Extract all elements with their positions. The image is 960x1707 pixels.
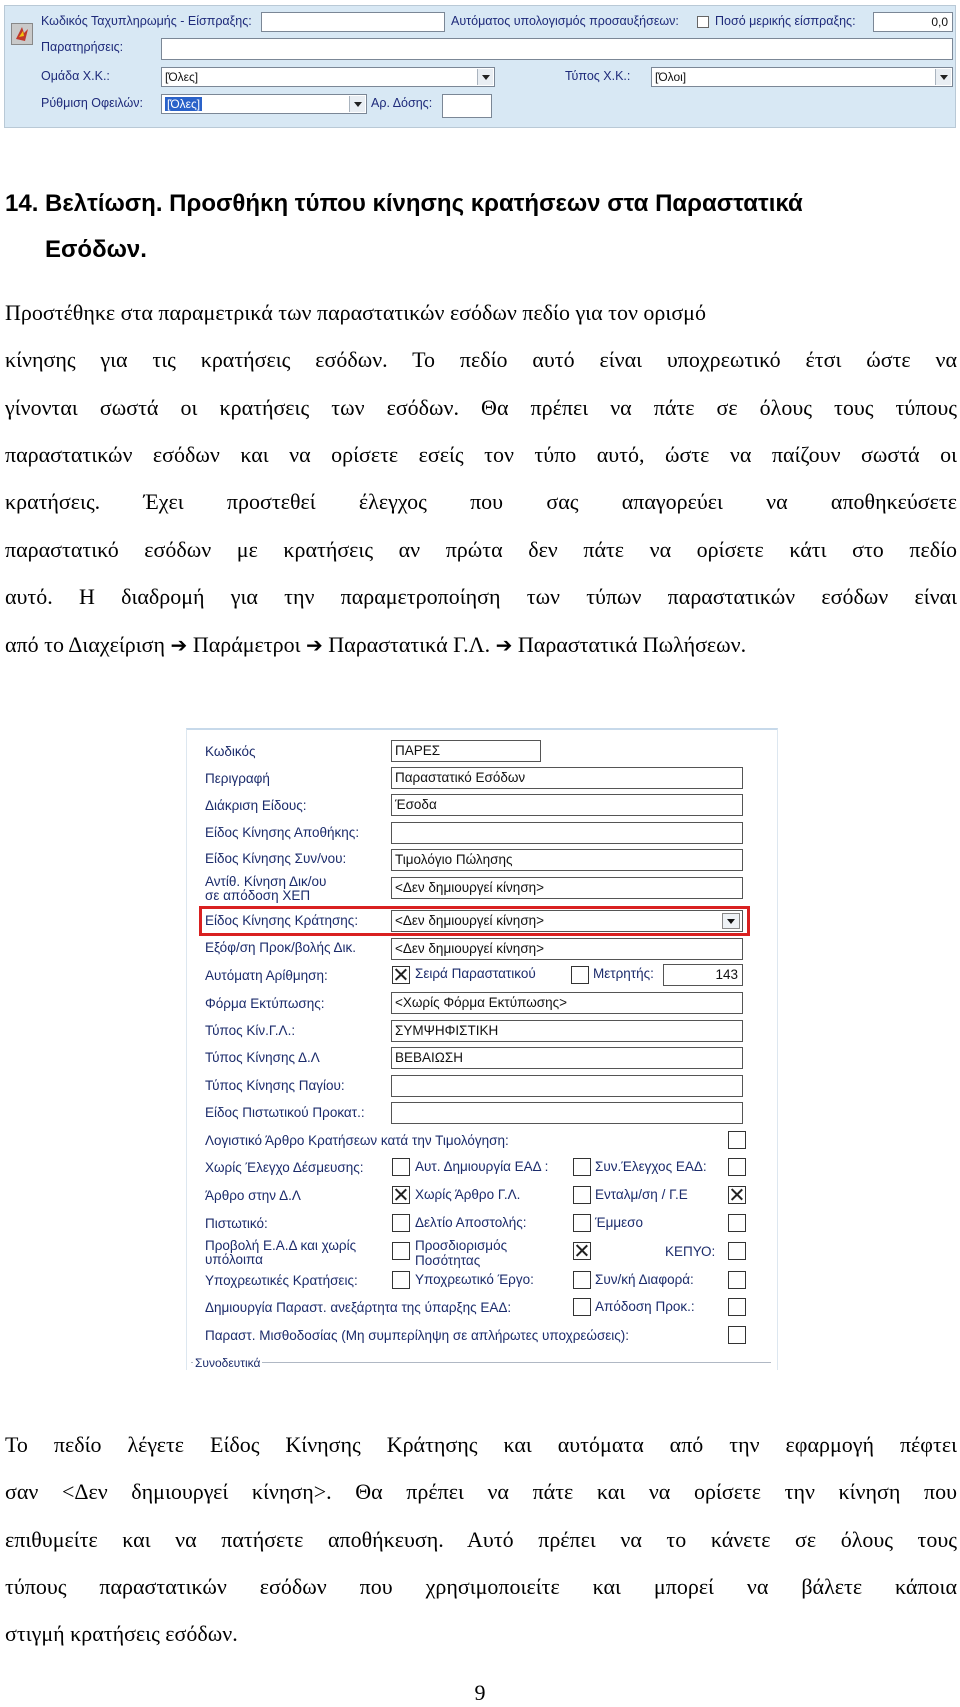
article-dl-label: Άρθρο στην Δ.Λ [205,1188,301,1203]
code-input[interactable] [261,12,445,32]
credit-label: Είδος Πιστωτικού Προκατ.: [205,1105,365,1120]
apodosi-label: Απόδοση Προκ.: [595,1299,695,1314]
kepyo-checkbox[interactable] [728,1242,746,1260]
prosdior-checkbox[interactable] [573,1242,591,1260]
remarks-label: Παρατηρήσεις: [41,40,124,54]
emmeso-checkbox[interactable] [728,1214,746,1232]
text-line: αυτό. Η διαδρομή για την παραμετροποίηση των τύπων παραστατικών εσόδων είναι [5,584,957,609]
group-select-value: [Όλες] [165,70,199,84]
group-select[interactable] [161,67,495,87]
prosdior-label-cont: Ποσότητας [415,1253,481,1268]
section-heading-cont: Εσόδων. [45,236,147,263]
synk-label: Συν/κή Διαφορά: [595,1272,694,1287]
series-label: Σειρά Παραστατικού [415,966,536,981]
nocheck-checkbox[interactable] [392,1158,410,1176]
provoli-label-cont: υπόλοιπα [205,1252,263,1267]
chevron-down-icon[interactable] [935,69,951,85]
type-label: Τύπος Χ.Κ.: [565,69,631,83]
gl-input[interactable]: ΣΥΜΨΗΦΙΣΤΙΚΗ [391,1020,743,1042]
divider [191,1362,771,1363]
provoli-checkbox[interactable] [392,1242,410,1260]
text-line: παραστατικό εσόδων με κρατήσεις αν πρώτα δεν πάτε να ορίσετε κάτι στο πεδίο [5,537,957,562]
mandatory-label: Υποχρεωτικές Κρατήσεις: [205,1273,358,1288]
code-label: Κωδικός [205,744,256,759]
create-checkbox[interactable] [573,1298,591,1316]
desc-label: Περιγραφή [205,771,270,786]
chevron-down-icon[interactable] [722,913,740,929]
reserve-select[interactable] [391,910,743,932]
text-line: γίνονται σωστά οι κρατήσεις των εσόδων. Θα πρέπει να πάτε σε όλους τους τύπους [5,395,957,420]
kind-label: Διάκριση Είδους: [205,798,307,813]
page-number: 9 [474,1680,486,1705]
mandatory-work-checkbox[interactable] [573,1271,591,1289]
exof-input[interactable]: <Δεν δημιουργεί κίνηση> [391,938,743,960]
trans-input[interactable]: Τιμολόγιο Πώλησης [391,849,743,871]
type-select-value: [Όλοι] [655,70,687,84]
text-line: παραστατικών εσόδων και να ορίσετε εσείς τον τύπο αυτό, ώστε να παίζουν σωστά οι [5,442,957,467]
dl-label: Τύπος Κίνησης Δ.Λ [205,1050,320,1065]
app-icon [11,23,33,45]
antith-label-cont: σε απόδοση ΧΕΠ [205,888,311,903]
debtor-select-value: [Όλες] [167,97,201,111]
installment-input[interactable] [442,94,492,118]
credit2-checkbox[interactable] [392,1214,410,1232]
auto-ead-label: Αυτ. Δημιουργία ΕΑΔ : [415,1159,549,1174]
chevron-down-icon[interactable] [349,96,365,112]
reserve-label: Είδος Κίνησης Κράτησης: [205,913,359,928]
path-step: Παραστατικά Πωλήσεων. [517,632,747,657]
gl-label: Τύπος Κίν.Γ.Λ.: [205,1023,296,1038]
code-label: Κωδικός Ταχυπληρωμής - Είσπραξης: [41,14,252,28]
section-heading: 14. Βελτίωση. Προσθήκη τύπου κίνησης κρατήσεων στα Παραστατικά [5,190,803,217]
paragraph-1 [5,300,957,670]
accounting-label: Λογιστικό Άρθρο Κρατήσεων κατά την Τιμολόγηση: [205,1133,509,1148]
installment-label: Αρ. Δόσης: [371,96,433,110]
kepyo-label: ΚΕΠΥΟ: [665,1244,716,1259]
related-group-label: Συνοδευτικά [195,1356,261,1370]
path-step: Παράμετροι [192,632,301,657]
no-article-checkbox[interactable] [573,1186,591,1204]
path-step: Παραστατικά Γ.Λ. [328,632,491,657]
kind-input[interactable]: Έσοδα [391,794,743,816]
exof-label: Εξόφ/ση Προκ/βολής Δικ. [205,940,357,955]
provoli-label: Προβολή Ε.Α.Δ και χωρίς [205,1238,357,1253]
prosdior-label: Προσδιορισμός [415,1238,508,1253]
dl-input[interactable]: ΒΕΒΑΙΩΣΗ [391,1047,743,1069]
payroll-checkbox[interactable] [728,1326,746,1344]
paragraph-2 [5,1432,957,1672]
asset-label: Τύπος Κίνησης Παγίου: [205,1078,345,1093]
debtor-label: Ρύθμιση Οφειλών: [41,96,143,110]
counter-input[interactable]: 143 [663,964,743,986]
text-line: Προστέθηκε στα παραμετρικά των παραστατικών εσόδων πεδίο για τον ορισμό [5,300,706,325]
mandatory-work-label: Υποχρεωτικό Έργο: [415,1272,534,1287]
counter-label: Μετρητής: [593,966,654,981]
trans-label: Είδος Κίνησης Συν/νου: [205,851,347,866]
arrow-right-icon: ➔ [306,633,323,657]
deltio-label: Δελτίο Αποστολής: [415,1215,527,1230]
text-line: τύπους παραστατικών εσόδων που χρησιμοποιείτε και μπορεί να βάλετε κάποια [5,1574,957,1599]
print-label: Φόρμα Εκτύπωσης: [205,996,325,1011]
code-input[interactable]: ΠΑΡΕΣ [391,740,541,762]
mandatory-checkbox[interactable] [392,1271,410,1289]
type-select[interactable] [651,67,953,87]
nocheck-label: Χωρίς Έλεγχο Δέσμευσης: [205,1160,364,1175]
text-line: επιθυμείτε και να πατήσετε αποθήκευση. Αυτό πρέπει να το κάνετε σε όλους τους [5,1527,957,1552]
syn-ead-label: Συν.Έλεγχος ΕΑΔ: [595,1159,707,1174]
path-line [5,632,746,658]
partial-amount-label: Ποσό μερικής είσπραξης: [715,14,856,28]
text-line: στιγμή κρατήσεις εσόδων. [5,1621,238,1646]
no-article-label: Χωρίς Άρθρο Γ.Λ. [415,1187,521,1202]
arrow-right-icon: ➔ [495,633,513,657]
chevron-down-icon[interactable] [477,69,493,85]
partial-amount-input[interactable]: 0,0 [873,12,953,32]
deltio-checkbox[interactable] [573,1214,591,1232]
remarks-input[interactable] [161,38,953,60]
article-dl-checkbox[interactable] [392,1186,410,1204]
payroll-label: Παραστ. Μισθοδοσίας (Μη συμπερίληψη σε απλήρωτες υποχρεώσεις): [205,1328,630,1343]
accounting-checkbox[interactable] [728,1131,746,1149]
arrow-right-icon: ➔ [170,633,188,657]
debtor-select[interactable] [161,94,367,114]
text-line: κίνησης για τις κρατήσεις εσόδων. Το πεδίο αυτό είναι υποχρεωτικό έτσι ώστε να [5,347,957,372]
text-line: κρατήσεις. Έχει προστεθεί έλεγχος που σας απαγορεύει να αποθηκεύσετε [5,489,957,514]
credit-input[interactable] [391,1102,743,1124]
group-label: Ομάδα Χ.Κ.: [41,69,110,83]
synk-checkbox[interactable] [728,1271,746,1289]
top-screenshot [4,5,956,128]
emmeso-label: Έμμεσο [595,1215,644,1230]
entalm-checkbox[interactable] [728,1186,746,1204]
form-screenshot [186,728,778,1370]
warehouse-input[interactable] [391,822,743,844]
desc-input[interactable]: Παραστατικό Εσόδων [391,767,743,789]
credit2-label: Πιστωτικό: [205,1216,268,1231]
print-input[interactable]: <Χωρίς Φόρμα Εκτύπωσης> [391,992,743,1014]
apodosi-checkbox[interactable] [728,1298,746,1316]
warehouse-label: Είδος Κίνησης Αποθήκης: [205,825,360,840]
autonum-label: Αυτόματη Αρίθμηση: [205,968,328,983]
entalm-label: Ενταλμ/ση / Γ.Ε [595,1187,688,1202]
antith-label: Αντίθ. Κίνηση Δικ/ου [205,874,327,889]
series-checkbox[interactable] [392,966,410,984]
auto-ead-checkbox[interactable] [573,1158,591,1176]
counter-checkbox[interactable] [571,966,589,984]
auto-calc-label: Αυτόματος υπολογισμός προσαυξήσεων: [451,14,679,28]
auto-calc-checkbox[interactable] [697,16,709,28]
path-start: από το Διαχείριση [5,632,166,657]
antith-input[interactable]: <Δεν δημιουργεί κίνηση> [391,877,743,899]
text-line: Το πεδίο λέγετε Είδος Κίνησης Κράτησης και αυτόματα από την εφαρμογή πέφτει [5,1432,957,1457]
text-line: σαν <Δεν δημιουργεί κίνηση>. Θα πρέπει να πάτε και να ορίσετε την κίνηση που [5,1479,957,1504]
reserve-select-value: <Δεν δημιουργεί κίνηση> [395,913,545,928]
syn-ead-checkbox[interactable] [728,1158,746,1176]
asset-input[interactable] [391,1075,743,1097]
create-label: Δημιουργία Παραστ. ανεξάρτητα της ύπαρξης ΕΑΔ: [205,1300,512,1315]
